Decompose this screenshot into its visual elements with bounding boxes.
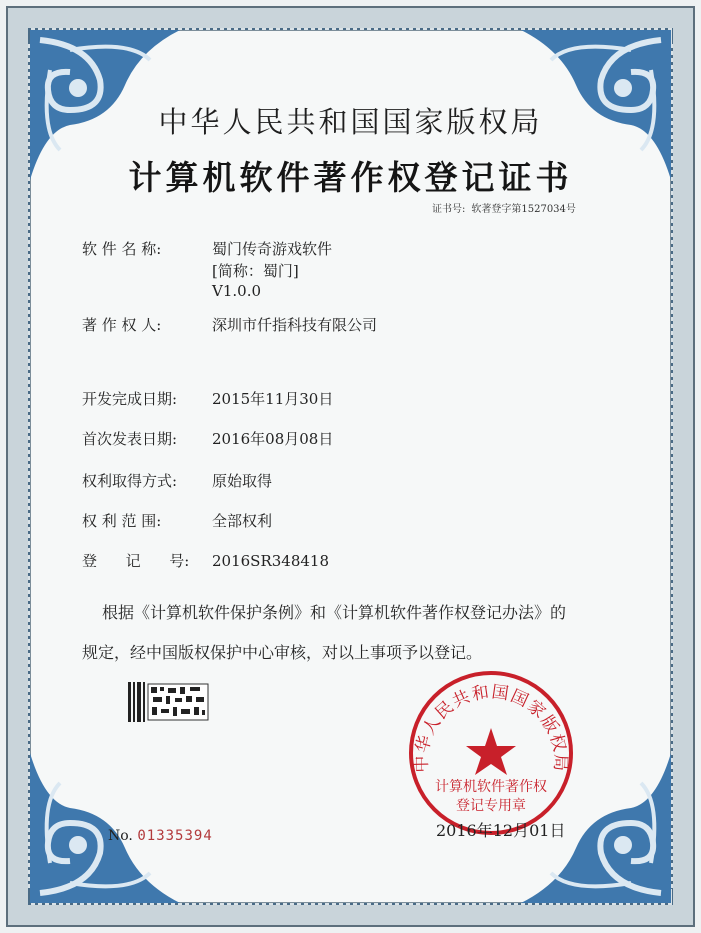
publish-date-value: 2016年08月08日 [212,430,334,448]
rights-scope-label: 权 利 范 围: [82,512,162,530]
field-acquire-method [82,470,272,491]
field-publish-date [82,428,333,449]
statement-line-1: 根据《计算机软件保护条例》和《计算机软件著作权登记办法》的 [102,603,567,622]
issuing-authority: 中华人民共和国国家版权局 [158,105,543,139]
official-seal [406,668,576,838]
serial-value: 01335394 [137,828,213,844]
serial-label: No. [108,828,133,844]
seal-line-1: 计算机软件著作权 [435,779,547,795]
seal-ring-text: 中华人民共和国国家版权局 [411,682,571,773]
field-owner [82,314,377,335]
certificate-number [432,200,582,215]
acquire-method-label: 权利取得方式: [82,472,178,490]
dev-date-label: 开发完成日期: [82,390,178,408]
acquire-method-value: 原始取得 [212,472,273,490]
software-version: V1.0.0 [212,282,261,300]
star-icon [466,728,516,775]
certificate-number-label: 证书号: [432,204,466,215]
field-software-name [82,238,332,259]
seal-line-2: 登记专用章 [456,798,526,814]
serial-number [108,828,213,844]
software-short-name: [简称：蜀门] [212,262,299,280]
certificate-number-value: 软著登字第1527034号 [471,204,576,215]
certificate-title: 计算机软件著作权登记证书 [128,158,573,197]
registration-number-value: 2016SR348418 [212,552,330,570]
publish-date-label: 首次发表日期: [82,430,178,448]
owner-value: 深圳市仟指科技有限公司 [212,316,378,334]
rights-scope-value: 全部权利 [212,512,273,530]
field-registration-number [82,550,329,571]
registration-number-label: 登 记 号: [82,552,190,570]
owner-label: 著 作 权 人: [82,316,162,334]
issue-date: 2016年12月01日 [436,821,566,840]
field-rights-scope [82,510,272,531]
field-dev-date [82,388,333,409]
statement-line-2: 规定，经中国版权保护中心审核，对以上事项予以登记。 [82,643,483,662]
dev-date-value: 2015年11月30日 [212,390,334,408]
qr-barcode [128,682,212,722]
software-name-label: 软 件 名 称: [82,240,162,258]
software-name-value: 蜀门传奇游戏软件 [212,240,333,258]
